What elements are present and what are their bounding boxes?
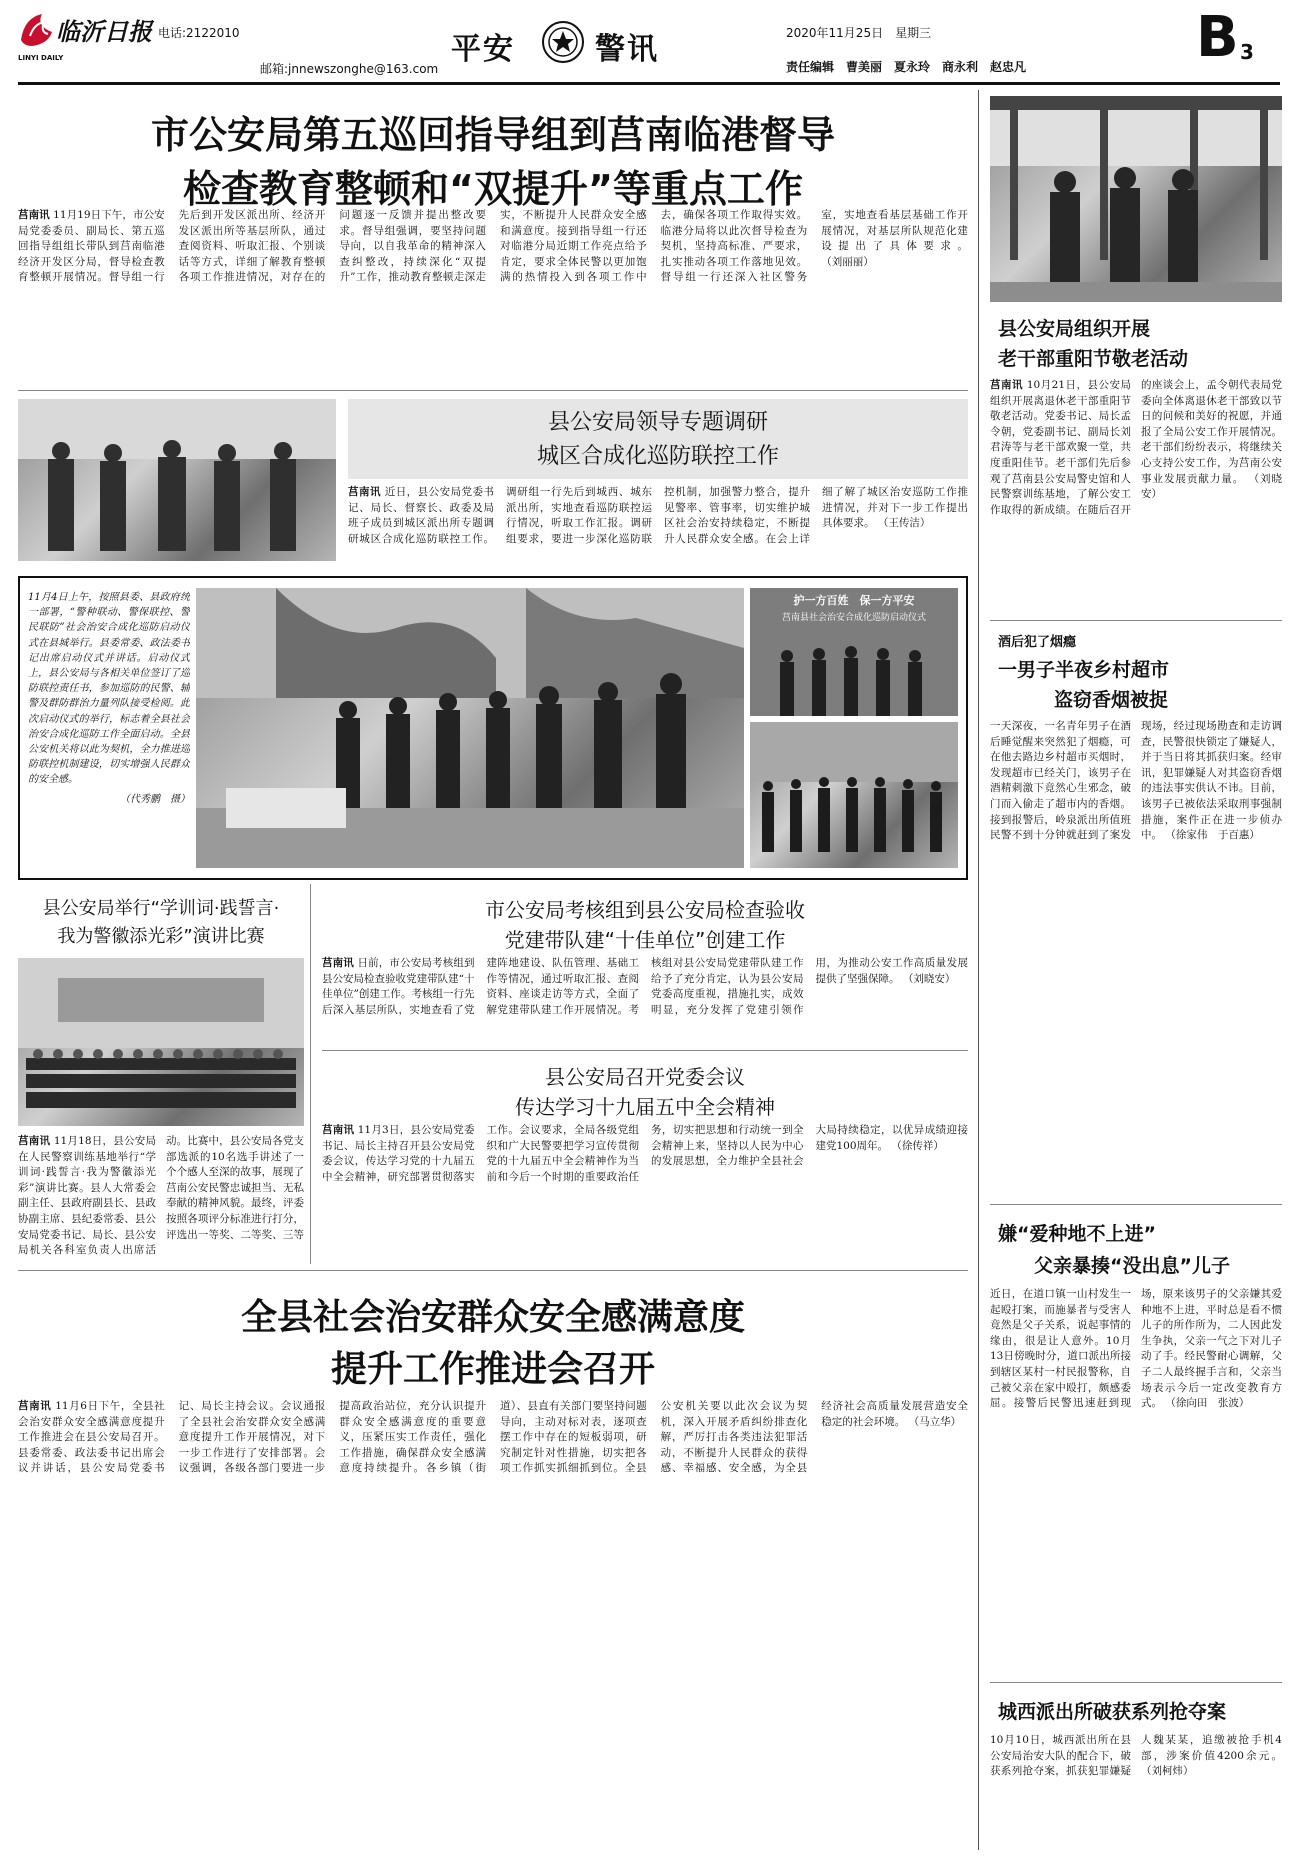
section-title bbox=[445, 14, 695, 70]
page-number: 3 bbox=[1240, 40, 1254, 64]
article-5-text: 日前，市公安局考核组到县公安局检查验收党建带队建“十佳单位”创建工作。考核组一行先后深入基层所队，实地查看了党建阵地建设、队伍管理、基础工作等情况，通过听取汇报、查阅资料、座谈走访等方式，全面了解党建带队建工作开展情况。考核组对县公安局党建带队建工作给予了充分肯定，认为县公安局党委高度重视，措施扎实，成效明显，充分发挥了党建引领作用，为推动公安工作高质量发展提供了坚强保障。 bbox=[322, 957, 968, 1016]
section-title-right: 警讯 bbox=[595, 32, 659, 67]
right-2-text: 一天深夜，一名青年男子在酒后睡觉醒来突然犯了烟瘾，可在他去路边乡村超市买烟时，发现超市已经关门，该男子在酒精刺激下竟然心生邪念，破门而入偷走了超市内的香烟。接到报警后，岭泉派出所值班民警不到十分钟就赶到了案发现场，经过现场勘查和走访调查，民警很快锁定了嫌疑人，并于当日将其抓获归案。经审讯，犯罪嫌疑人对其盗窃香烟的违法事实供认不讳。目前，该男子已被依法采取刑事强制措施，案件正在进一步侦办中。 bbox=[990, 720, 1282, 842]
article-3-main-photo bbox=[196, 588, 744, 868]
article-2-headline-line2: 城区合成化巡防联控工作 bbox=[536, 444, 779, 469]
masthead bbox=[0, 0, 1300, 80]
article-6-body bbox=[322, 1123, 968, 1259]
article-5-headline-line2: 党建带队建“十佳单位”创建工作 bbox=[504, 928, 786, 952]
article-cigarette-theft bbox=[990, 620, 1282, 1201]
article-1-lead: 莒南讯 bbox=[18, 209, 50, 221]
article-2-body bbox=[348, 485, 968, 565]
article-2-photo bbox=[18, 399, 336, 561]
article-4-lead: 莒南讯 bbox=[18, 1135, 51, 1147]
right-4-byline: （刘柯炜） bbox=[1141, 1765, 1194, 1778]
police-badge-icon bbox=[541, 20, 585, 64]
right-2-headline-line2: 盗窃香烟被捉 bbox=[1054, 689, 1169, 711]
right-2-kicker: 酒后犯了烟瘾 bbox=[998, 635, 1077, 650]
article-party-building bbox=[322, 884, 968, 1044]
article-1-headline-line2: 检查教育整顿和“双提升”等重点工作 bbox=[183, 167, 803, 211]
article-5-lead: 莒南讯 bbox=[322, 957, 354, 969]
article-father-son bbox=[990, 1204, 1282, 1679]
article-launch-ceremony bbox=[18, 576, 968, 880]
article-3-caption bbox=[28, 590, 190, 870]
right-1-byline: （刘晓安） bbox=[1141, 472, 1282, 501]
newspaper-logo bbox=[18, 10, 56, 50]
right-1-text: 10月21日，县公安局组织开展离退休老干部重阳节敬老活动。党委书记、局长孟令朝，党委副书记、副局长刘君涛等与老干部欢聚一堂，共度重阳佳节。老干部们先后参观了莒南县公安局警史馆和人民警察训练基地，了解公安工作取得的新成绩。在随后召开的座谈会上，孟令朝代表局党委向全体离退休老干部致以节日的问候和美好的祝愿，并通报了全局公安工作开展情况。老干部们纷纷表示，将继续关心支持公安工作，为莒南公安事业发展贡献力量。 bbox=[990, 379, 1282, 516]
article-7-headline-line1: 全县社会治安群众安全感满意度 bbox=[240, 1297, 745, 1338]
right-3-text: 近日，在道口镇一山村发生一起殴打案，而施暴者与受害人竟然是父子关系，说起事情的缘由，很是让人意外。10月13日傍晚时分，道口派出所接到辖区某村一村民报警称，自己被父亲在家中殴打，颇感委屈。接警后民警迅速赶到现场，原来该男子的父亲嫌其爱种地不上进，平时总是看不惯儿子的所作所为，二人因此发生争执，父亲一气之下对儿子动了手。经民警耐心调解，父子二人最终握手言和，父亲当场表示今后一定改变教育方式。 bbox=[990, 1288, 1282, 1410]
right-1-body bbox=[990, 378, 1282, 612]
article-3-banner-line1: 护一方百姓 保一方平安 bbox=[793, 594, 915, 607]
article-speech-contest bbox=[18, 884, 304, 1264]
article-6-text: 11月3日，县公安局党委书记、局长主持召开县公安局党委会议，传达学习党的十九届五中全会精神，研究部署贯彻落实工作。会议要求，全局各级党组织和广大民警要把学习宣传贯彻党的十九届五中全会精神作为当前和今后一个时期的重要政治任务，切实把思想和行动统一到全会精神上来，坚持以人民为中心的发展思想，全力维护全县社会大局持续稳定，以优异成绩迎接建党100周年。 bbox=[322, 1124, 968, 1183]
article-robbery-case bbox=[990, 1682, 1282, 1851]
article-3-caption-text: 11月4日上午，按照县委、县政府统一部署，“警种联动、警保联控、警民联防”社会治安合成化巡防启动仪式在县城举行。县委常委、政法委书记出席启动仪式并讲话。启动仪式上，县公安局与各相关单位签订了巡防联控责任书，参加巡防的民警、辅警及群防群治力量列队接受检阅。此次启动仪式的举行，标志着全县社会治安合成化巡防工作全面启动。全县公安机关将以此为契机，全力推进巡防联控机制建设，切实增强人民群众的安全感。 bbox=[28, 592, 190, 786]
article-6-headline-line2: 传达学习十九届五中全会精神 bbox=[515, 1095, 775, 1119]
article-4-headline-line1: 县公安局举行“学训词·践誓言· bbox=[42, 898, 280, 919]
right-1-headline-line1: 县公安局组织开展 bbox=[998, 318, 1151, 340]
article-2-lead: 莒南讯 bbox=[348, 486, 381, 498]
page-letter: B bbox=[1196, 5, 1239, 70]
article-6-byline: （徐传祥） bbox=[891, 1139, 944, 1152]
article-party-meeting bbox=[322, 1050, 968, 1261]
article-2-byline: （王传洁） bbox=[877, 517, 931, 530]
article-7-text: 11月6日下午，全县社会治安群众安全感满意度提升工作推进会在县公安局召开。县委常委、政法委书记出席会议并讲话，县公安局党委书记、局长主持会议。会议通报了全县社会治安群众安全感满意度提升工作开展情况，对下一步工作进行了安排部署。会议强调，各级各部门要进一步提高政治站位，充分认识提升群众安全感满意度的重要意义，压紧压实工作责任，强化工作措施，确保群众安全感满意度持续提升。各乡镇（街道）、县直有关部门要坚持问题导向，主动对标对表，逐项查摆工作中存在的短板弱项，研究制定针对性措施，切实把各项工作抓实抓细抓到位。全县公安机关要以此次会议为契机，深入开展矛盾纠纷排查化解，严厉打击各类违法犯罪活动，不断提升人民群众的获得感、幸福感、安全感，为全县经济社会高质量发展营造安全稳定的社会环境。 bbox=[18, 1400, 968, 1475]
paper-name: 临沂日报 bbox=[56, 17, 152, 46]
editors-list: 责任编辑 曹美丽 夏永玲 商永利 赵忠凡 bbox=[786, 60, 1027, 74]
article-5-body bbox=[322, 956, 968, 1044]
article-7-lead: 莒南讯 bbox=[18, 1400, 52, 1412]
article-7-headline-line2: 提升工作推进会召开 bbox=[330, 1349, 655, 1390]
right-1-photo bbox=[990, 96, 1282, 302]
right-1-lead: 莒南讯 bbox=[990, 379, 1023, 391]
article-6-headline-line1: 县公安局召开党委会议 bbox=[545, 1065, 745, 1089]
right-4-text: 10月10日，城西派出所在县公安局治安大队的配合下，破获系列抢夺案，抓获犯罪嫌疑人魏某某，追缴被抢手机4部，涉案价值4200余元。 bbox=[990, 1734, 1282, 1778]
article-4-body bbox=[18, 1134, 304, 1262]
article-patrol-inspection bbox=[18, 96, 968, 382]
article-elderly-activity bbox=[990, 96, 1282, 616]
right-3-headline-line1: 嫌“爱种地不上进” bbox=[998, 1223, 1156, 1245]
masthead-rule bbox=[18, 82, 1280, 85]
article-5-byline: （刘晓安） bbox=[902, 972, 956, 985]
article-2-text: 近日，县公安局党委书记、局长、督察长、政委及局班子成员到城区派出所专题调研城区合成化巡防联控工作。调研组一行先后到城西、城东派出所，实地查看巡防联控运行情况，听取工作汇报。调研组要求，要进一步深化巡防联控机制，加强警力整合，提升见警率、管事率，切实维护城区社会治安持续稳定，不断提升人民群众安全感。在会上详细了解了城区治安巡防工作推进情况，并对下一步工作提出具体要求。 bbox=[348, 486, 968, 545]
right-3-body bbox=[990, 1287, 1282, 1675]
article-1-text: 11月19日下午，市公安局党委委员、副局长、第五巡回指导组组长带队到莒南临港经济开发区分局，督导检查教育整顿开展情况。督导组一行先后到开发区派出所、经济开发区派出所等基层所队，通过查阅资料、听取汇报、个别谈话等方式，详细了解教育整顿各项工作推进情况，对存在的问题逐一反馈并提出整改要求。督导组强调，要坚持问题导向，以自我革命的精神深入查纠整改，持续深化“双提升”工作，推动教育整顿走深走实，不断提升人民群众安全感和满意度。接到指导组一行还对临港分局近期工作亮点给予肯定，要求全体民警以更加饱满的热情投入到各项工作中去，确保各项工作取得实效。临港分局将以此次督导检查为契机，坚持高标准、严要求，扎实推动各项工作落地见效。督导组一行还深入社区警务室，实地查看基层基础工作开展情况，对基层所队规范化建设提出了具体要求。 bbox=[18, 209, 968, 284]
article-7-byline: （马立华） bbox=[908, 1415, 962, 1428]
article-7-body bbox=[18, 1399, 968, 1849]
article-2-headline-line1: 县公安局领导专题调研 bbox=[547, 410, 768, 435]
email-text: 邮箱:jnnewszonghe@163.com bbox=[260, 62, 439, 76]
right-3-headline-line2: 父亲暴揍“没出息”儿子 bbox=[1034, 1255, 1230, 1277]
article-4-text: 11月18日，县公安局在人民警察训练基地举行“学训词·践誓言·我为警徽添光彩”演讲比赛。县人大常委会副主任、县政府副县长、县政协副主席、县纪委常委、县公安局党委书记、局长、县公安局机关各科室负责人出席活动。比赛中，县公安局各党支部选派的10名选手讲述了一个个感人至深的故事，展现了莒南公安民警忠诚担当、无私奉献的精神风貌。最终，评委按照各项评分标准进行打分，评选出一等奖、二等奖、三等 bbox=[18, 1135, 304, 1257]
right-3-byline: （徐向田 张波） bbox=[1165, 1397, 1250, 1410]
column-divider bbox=[310, 884, 311, 1264]
article-satisfaction-meeting bbox=[18, 1270, 968, 1851]
article-5-headline-line1: 市公安局考核组到县公安局检查验收 bbox=[485, 898, 805, 922]
right-2-body bbox=[990, 719, 1282, 1195]
article-3-banner-line2: 莒南县社会治安合成化巡防启动仪式 bbox=[781, 613, 926, 623]
right-2-byline: （徐家伟 于百惠） bbox=[1165, 829, 1260, 842]
right-4-headline: 城西派出所破获系列抢夺案 bbox=[998, 1701, 1227, 1723]
article-6-lead: 莒南讯 bbox=[322, 1124, 355, 1136]
section-title-left: 平安 bbox=[451, 32, 515, 67]
issue-date: 2020年11月25日 星期三 bbox=[786, 26, 932, 40]
article-3-banner-photo bbox=[750, 588, 958, 716]
phone-text: 电话:2122010 bbox=[158, 26, 240, 40]
article-3-byline: （代秀鹏 摄） bbox=[120, 793, 190, 805]
article-3-formation-photo bbox=[750, 722, 958, 868]
right-2-headline-line1: 一男子半夜乡村超市 bbox=[998, 659, 1170, 681]
article-4-headline-line2: 我为警徽添光彩”演讲比赛 bbox=[57, 926, 265, 947]
article-1-byline: （刘丽丽） bbox=[821, 255, 874, 268]
right-4-body bbox=[990, 1733, 1282, 1847]
paper-name-english: LINYI DAILY bbox=[18, 54, 64, 62]
right-1-headline-line2: 老干部重阳节敬老活动 bbox=[998, 348, 1189, 370]
article-1-headline-line1: 市公安局第五巡回指导组到莒南临港督导 bbox=[150, 113, 835, 157]
article-patrol-research bbox=[18, 390, 968, 569]
article-4-photo bbox=[18, 958, 304, 1126]
vertical-divider bbox=[978, 90, 979, 1850]
